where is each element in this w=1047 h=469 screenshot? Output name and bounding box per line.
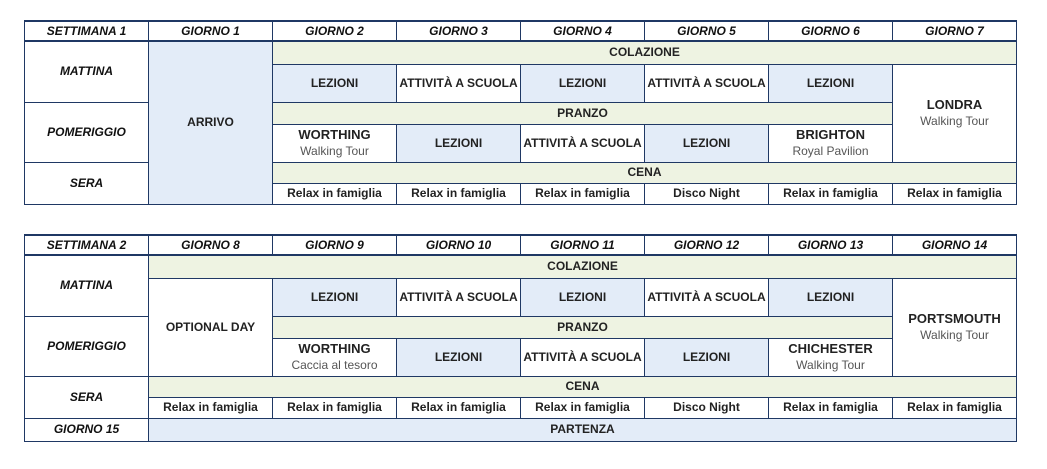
week1-dinner-row: CENA: [273, 162, 1017, 183]
week2-departure-row: PARTENZA: [149, 418, 1017, 441]
week1-header-day3: GIORNO 3: [397, 21, 521, 41]
week1-afternoon-day6-title: BRIGHTON: [795, 127, 866, 142]
week2-afternoon-day13-sub: Walking Tour: [796, 358, 865, 372]
week2-schedule-table: [24, 234, 1017, 442]
week1-afternoon-day4: ATTIVITÀ A SCUOLA: [521, 124, 645, 162]
week2-afternoon-day12: LEZIONI: [645, 338, 769, 376]
week2-header-day8: GIORNO 8: [149, 235, 273, 255]
week1-header-day1: GIORNO 1: [149, 21, 273, 41]
week1-evening-day7: Relax in famiglia: [893, 183, 1017, 204]
week2-header-day14: GIORNO 14: [893, 235, 1017, 255]
week1-header-day7: GIORNO 7: [893, 21, 1017, 41]
week2-dinner-row: CENA: [149, 376, 1017, 397]
week1-header-day2: GIORNO 2: [273, 21, 397, 41]
week2-evening-day13: Relax in famiglia: [769, 397, 893, 418]
week2-header-day12: GIORNO 12: [645, 235, 769, 255]
week2-header-day10: GIORNO 10: [397, 235, 521, 255]
week1-day7-title: LONDRA: [926, 97, 983, 112]
week1-afternoon-day3: LEZIONI: [397, 124, 521, 162]
week1-afternoon-day2-sub: Walking Tour: [300, 144, 369, 158]
week1-evening-day6: Relax in famiglia: [769, 183, 893, 204]
week1-arrival-cell: ARRIVO: [149, 41, 273, 204]
week2-morning-day10: ATTIVITÀ A SCUOLA: [397, 278, 521, 316]
week1-header-day5: GIORNO 5: [645, 21, 769, 41]
week1-morning-day6: LEZIONI: [769, 64, 893, 102]
week1-header-day6: GIORNO 6: [769, 21, 893, 41]
week1-evening-day3: Relax in famiglia: [397, 183, 521, 204]
week2-evening-day12: Disco Night: [645, 397, 769, 418]
week1-afternoon-day5: LEZIONI: [645, 124, 769, 162]
week2-morning-day12: ATTIVITÀ A SCUOLA: [645, 278, 769, 316]
week1-morning-day4: LEZIONI: [521, 64, 645, 102]
week2-row-label-pomeriggio: POMERIGGIO: [25, 316, 149, 376]
week2-morning-day9: LEZIONI: [273, 278, 397, 316]
week1-afternoon-day2-title: WORTHING: [298, 127, 371, 142]
week2-header-day13: GIORNO 13: [769, 235, 893, 255]
week1-row-label-sera: SERA: [25, 162, 149, 204]
week2-afternoon-day13: [769, 338, 893, 376]
week1-morning-day2: LEZIONI: [273, 64, 397, 102]
week1-schedule-table: [24, 20, 1017, 205]
week1-evening-day5: Disco Night: [645, 183, 769, 204]
week1-row-label-pomeriggio: POMERIGGIO: [25, 102, 149, 162]
week2-afternoon-day9-title: WORTHING: [298, 341, 371, 356]
week2-day14-sub: Walking Tour: [920, 328, 989, 342]
week2-morning-day11: LEZIONI: [521, 278, 645, 316]
week2-optional-day: OPTIONAL DAY: [149, 278, 273, 376]
week2-afternoon-day9: [273, 338, 397, 376]
week1-afternoon-day2: [273, 124, 397, 162]
week2-evening-day11: Relax in famiglia: [521, 397, 645, 418]
week2-morning-day13: LEZIONI: [769, 278, 893, 316]
week2-header-day9: GIORNO 9: [273, 235, 397, 255]
week2-afternoon-day11: ATTIVITÀ A SCUOLA: [521, 338, 645, 376]
week1-morning-day5: ATTIVITÀ A SCUOLA: [645, 64, 769, 102]
week2-row-label-giorno15: GIORNO 15: [25, 418, 149, 441]
week1-row-label-mattina: MATTINA: [25, 41, 149, 102]
week1-day7-sub: Walking Tour: [920, 114, 989, 128]
week2-afternoon-day13-title: CHICHESTER: [788, 341, 873, 356]
week2-breakfast-row: COLAZIONE: [149, 255, 1017, 278]
week2-header-week: SETTIMANA 2: [25, 235, 149, 255]
week2-row-label-sera: SERA: [25, 376, 149, 418]
week1-breakfast-row: COLAZIONE: [273, 41, 1017, 64]
week2-day14-trip: [893, 278, 1017, 376]
week2-lunch-row: PRANZO: [273, 316, 893, 338]
week1-afternoon-day6: [769, 124, 893, 162]
week2-afternoon-day9-sub: Caccia al tesoro: [291, 358, 378, 372]
week1-evening-day4: Relax in famiglia: [521, 183, 645, 204]
week2-evening-day8: Relax in famiglia: [149, 397, 273, 418]
week1-morning-day3: ATTIVITÀ A SCUOLA: [397, 64, 521, 102]
week2-row-label-mattina: MATTINA: [25, 255, 149, 316]
week2-evening-day14: Relax in famiglia: [893, 397, 1017, 418]
week2-day14-title: PORTSMOUTH: [908, 311, 1001, 326]
week1-header-day4: GIORNO 4: [521, 21, 645, 41]
week1-afternoon-day6-sub: Royal Pavilion: [792, 144, 869, 158]
week2-header-day11: GIORNO 11: [521, 235, 645, 255]
week1-day7-trip: [893, 64, 1017, 162]
week2-afternoon-day10: LEZIONI: [397, 338, 521, 376]
week1-evening-day2: Relax in famiglia: [273, 183, 397, 204]
week2-evening-day9: Relax in famiglia: [273, 397, 397, 418]
week2-evening-day10: Relax in famiglia: [397, 397, 521, 418]
week1-header-week: SETTIMANA 1: [25, 21, 149, 41]
week1-lunch-row: PRANZO: [273, 102, 893, 124]
